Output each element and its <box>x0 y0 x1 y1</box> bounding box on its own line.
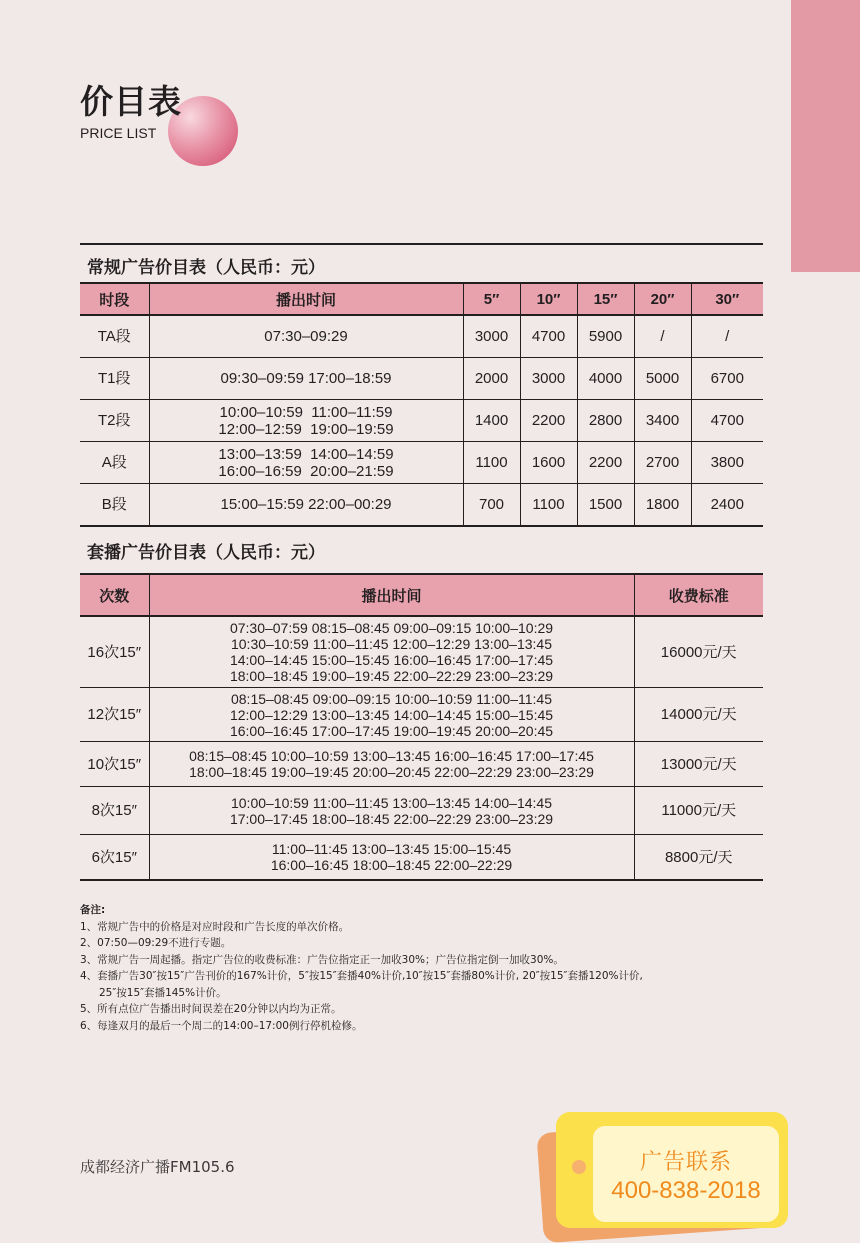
contact-phone[interactable]: 400-838-2018 <box>611 1177 761 1204</box>
time-line: 16:00–16:45 18:00–18:45 22:00–22:29 <box>270 857 513 873</box>
price-cell: 1500 <box>577 484 634 527</box>
slot-cell: T2段 <box>80 400 149 442</box>
price-cell: 14000元/天 <box>634 688 763 742</box>
time-line: 10:30–10:59 11:00–11:45 12:00–12:29 13:00–13:45 <box>230 636 552 652</box>
contact-label: 广告联系 <box>639 1150 732 1175</box>
table-row <box>80 315 763 358</box>
table-row <box>80 616 763 688</box>
time-line: 09:30–09:59 17:00–18:59 <box>220 370 392 387</box>
count-cell: 6次15″ <box>80 835 149 881</box>
price-cell: 2800 <box>577 400 634 442</box>
time-line: 13:00–13:59 14:00–14:59 <box>218 445 394 463</box>
notes <box>80 902 643 1034</box>
time-line: 14:00–14:45 15:00–15:45 16:00–16:45 17:00–17:45 <box>229 652 554 668</box>
times-cell <box>149 787 634 835</box>
price-cell: 5900 <box>577 315 634 358</box>
time-line: 12:00–12:29 13:00–13:45 14:00–14:45 15:00–15:45 <box>229 706 554 723</box>
column-header: 播出时间 <box>149 574 634 616</box>
section-rule <box>80 243 763 245</box>
price-cell: 16000元/天 <box>634 616 763 688</box>
package-price-table <box>80 573 763 881</box>
note-item: 3、常规广告一周起播。指定广告位的收费标准：广告位指定正一加收30%；广告位指定倒一加收30%。 <box>80 953 564 966</box>
regular-price-title: 常规广告价目表（人民币：元） <box>87 258 325 278</box>
note-item: 2、07:50—09:29不进行专题。 <box>80 937 232 949</box>
column-header: 播出时间 <box>149 283 463 315</box>
regular-price-table <box>80 282 763 527</box>
note-item: 5、所有点位广告播出时间误差在20分钟以内均为正常。 <box>80 1003 342 1015</box>
table-row <box>80 787 763 835</box>
price-cell: 4000 <box>577 358 634 400</box>
column-header: 15″ <box>577 283 634 315</box>
note-item: 1、常规广告中的价格是对应时段和广告长度的单次价格。 <box>80 920 350 933</box>
tag-hole-icon <box>572 1160 586 1174</box>
column-header: 20″ <box>634 283 691 315</box>
times-cell <box>149 835 634 881</box>
table-row <box>80 742 763 787</box>
price-cell: 2000 <box>463 358 520 400</box>
note-item: 6、每逢双月的最后一个周二的14:00–17:00例行停机检修。 <box>80 1019 363 1032</box>
time-line: 17:00–17:45 18:00–18:45 22:00–22:29 23:00–23:29 <box>229 810 554 827</box>
price-cell: / <box>691 315 763 358</box>
note-item: 4、套播广告30″按15″广告刊价的167%计价，5″按15″套播40%计价,10″按15″套播80%计价, 20″按15″套播120%计价, <box>80 970 643 982</box>
time-line: 11:00–11:45 13:00–13:45 15:00–15:45 <box>271 841 512 857</box>
price-cell: 1100 <box>463 442 520 484</box>
price-cell: 4700 <box>520 315 577 358</box>
price-cell: 13000元/天 <box>634 742 763 787</box>
page-subtitle: PRICE LIST <box>80 125 157 141</box>
table-row <box>80 400 763 442</box>
time-line: 07:30–07:59 08:15–08:45 09:00–09:15 10:00–10:29 <box>229 620 554 636</box>
times-cell <box>149 315 463 358</box>
column-header: 时段 <box>80 283 149 315</box>
price-cell: 2200 <box>577 442 634 484</box>
times-cell <box>149 742 634 787</box>
price-cell: / <box>634 315 691 358</box>
time-line: 16:00–16:45 17:00–17:45 19:00–19:45 20:00–20:45 <box>229 722 554 739</box>
note-item: 25″按15″套播145%计价。 <box>99 986 227 999</box>
slot-cell: B段 <box>80 484 149 527</box>
times-cell <box>149 358 463 400</box>
price-cell: 3000 <box>463 315 520 358</box>
time-line: 10:00–10:59 11:00–11:59 <box>219 403 393 421</box>
time-line: 18:00–18:45 19:00–19:45 20:00–20:45 22:00–22:29 23:00–23:29 <box>189 764 594 780</box>
table-row <box>80 484 763 527</box>
price-cell: 6700 <box>691 358 763 400</box>
times-cell <box>149 688 634 742</box>
times-cell <box>149 400 463 442</box>
column-header: 收费标准 <box>634 574 763 616</box>
times-cell <box>149 616 634 688</box>
table-row <box>80 358 763 400</box>
count-cell: 8次15″ <box>80 787 149 835</box>
price-cell: 5000 <box>634 358 691 400</box>
page-title: 价目表 <box>80 82 182 121</box>
count-cell: 12次15″ <box>80 688 149 742</box>
column-header: 5″ <box>463 283 520 315</box>
column-header: 30″ <box>691 283 763 315</box>
price-cell: 3400 <box>634 400 691 442</box>
time-line: 16:00–16:59 20:00–21:59 <box>218 462 394 480</box>
time-line: 08:15–08:45 10:00–10:59 13:00–13:45 16:00–16:45 17:00–17:45 <box>189 748 594 764</box>
time-line: 10:00–10:59 11:00–11:45 13:00–13:45 14:00–14:45 <box>230 794 552 811</box>
price-cell: 11000元/天 <box>634 787 763 835</box>
time-line: 08:15–08:45 09:00–09:15 10:00–10:59 11:00–11:45 <box>230 690 552 707</box>
price-cell: 1600 <box>520 442 577 484</box>
price-cell: 4700 <box>691 400 763 442</box>
table-row <box>80 442 763 484</box>
price-cell: 2200 <box>520 400 577 442</box>
column-header: 10″ <box>520 283 577 315</box>
price-cell: 2700 <box>634 442 691 484</box>
time-line: 07:30–09:29 <box>264 328 348 345</box>
count-cell: 16次15″ <box>80 616 149 688</box>
time-line: 18:00–18:45 19:00–19:45 22:00–22:29 23:00–23:29 <box>229 668 554 684</box>
price-cell: 1100 <box>520 484 577 527</box>
station-name: 成都经济广播FM105.6 <box>80 1158 235 1176</box>
column-header: 次数 <box>80 574 149 616</box>
price-cell: 1400 <box>463 400 520 442</box>
time-line: 15:00–15:59 22:00–00:29 <box>220 496 392 513</box>
price-cell: 700 <box>463 484 520 527</box>
price-cell: 2400 <box>691 484 763 527</box>
count-cell: 10次15″ <box>80 742 149 787</box>
times-cell <box>149 484 463 527</box>
times-cell <box>149 442 463 484</box>
table-row <box>80 688 763 742</box>
notes-heading: 备注: <box>80 904 106 916</box>
price-cell: 3000 <box>520 358 577 400</box>
price-cell: 8800元/天 <box>634 835 763 881</box>
slot-cell: TA段 <box>80 315 149 358</box>
time-line: 12:00–12:59 19:00–19:59 <box>218 420 394 438</box>
slot-cell: T1段 <box>80 358 149 400</box>
slot-cell: A段 <box>80 442 149 484</box>
table-row <box>80 835 763 881</box>
pink-side-bar <box>791 0 860 272</box>
price-cell: 1800 <box>634 484 691 527</box>
price-cell: 3800 <box>691 442 763 484</box>
package-price-title: 套播广告价目表（人民币：元） <box>87 543 325 563</box>
